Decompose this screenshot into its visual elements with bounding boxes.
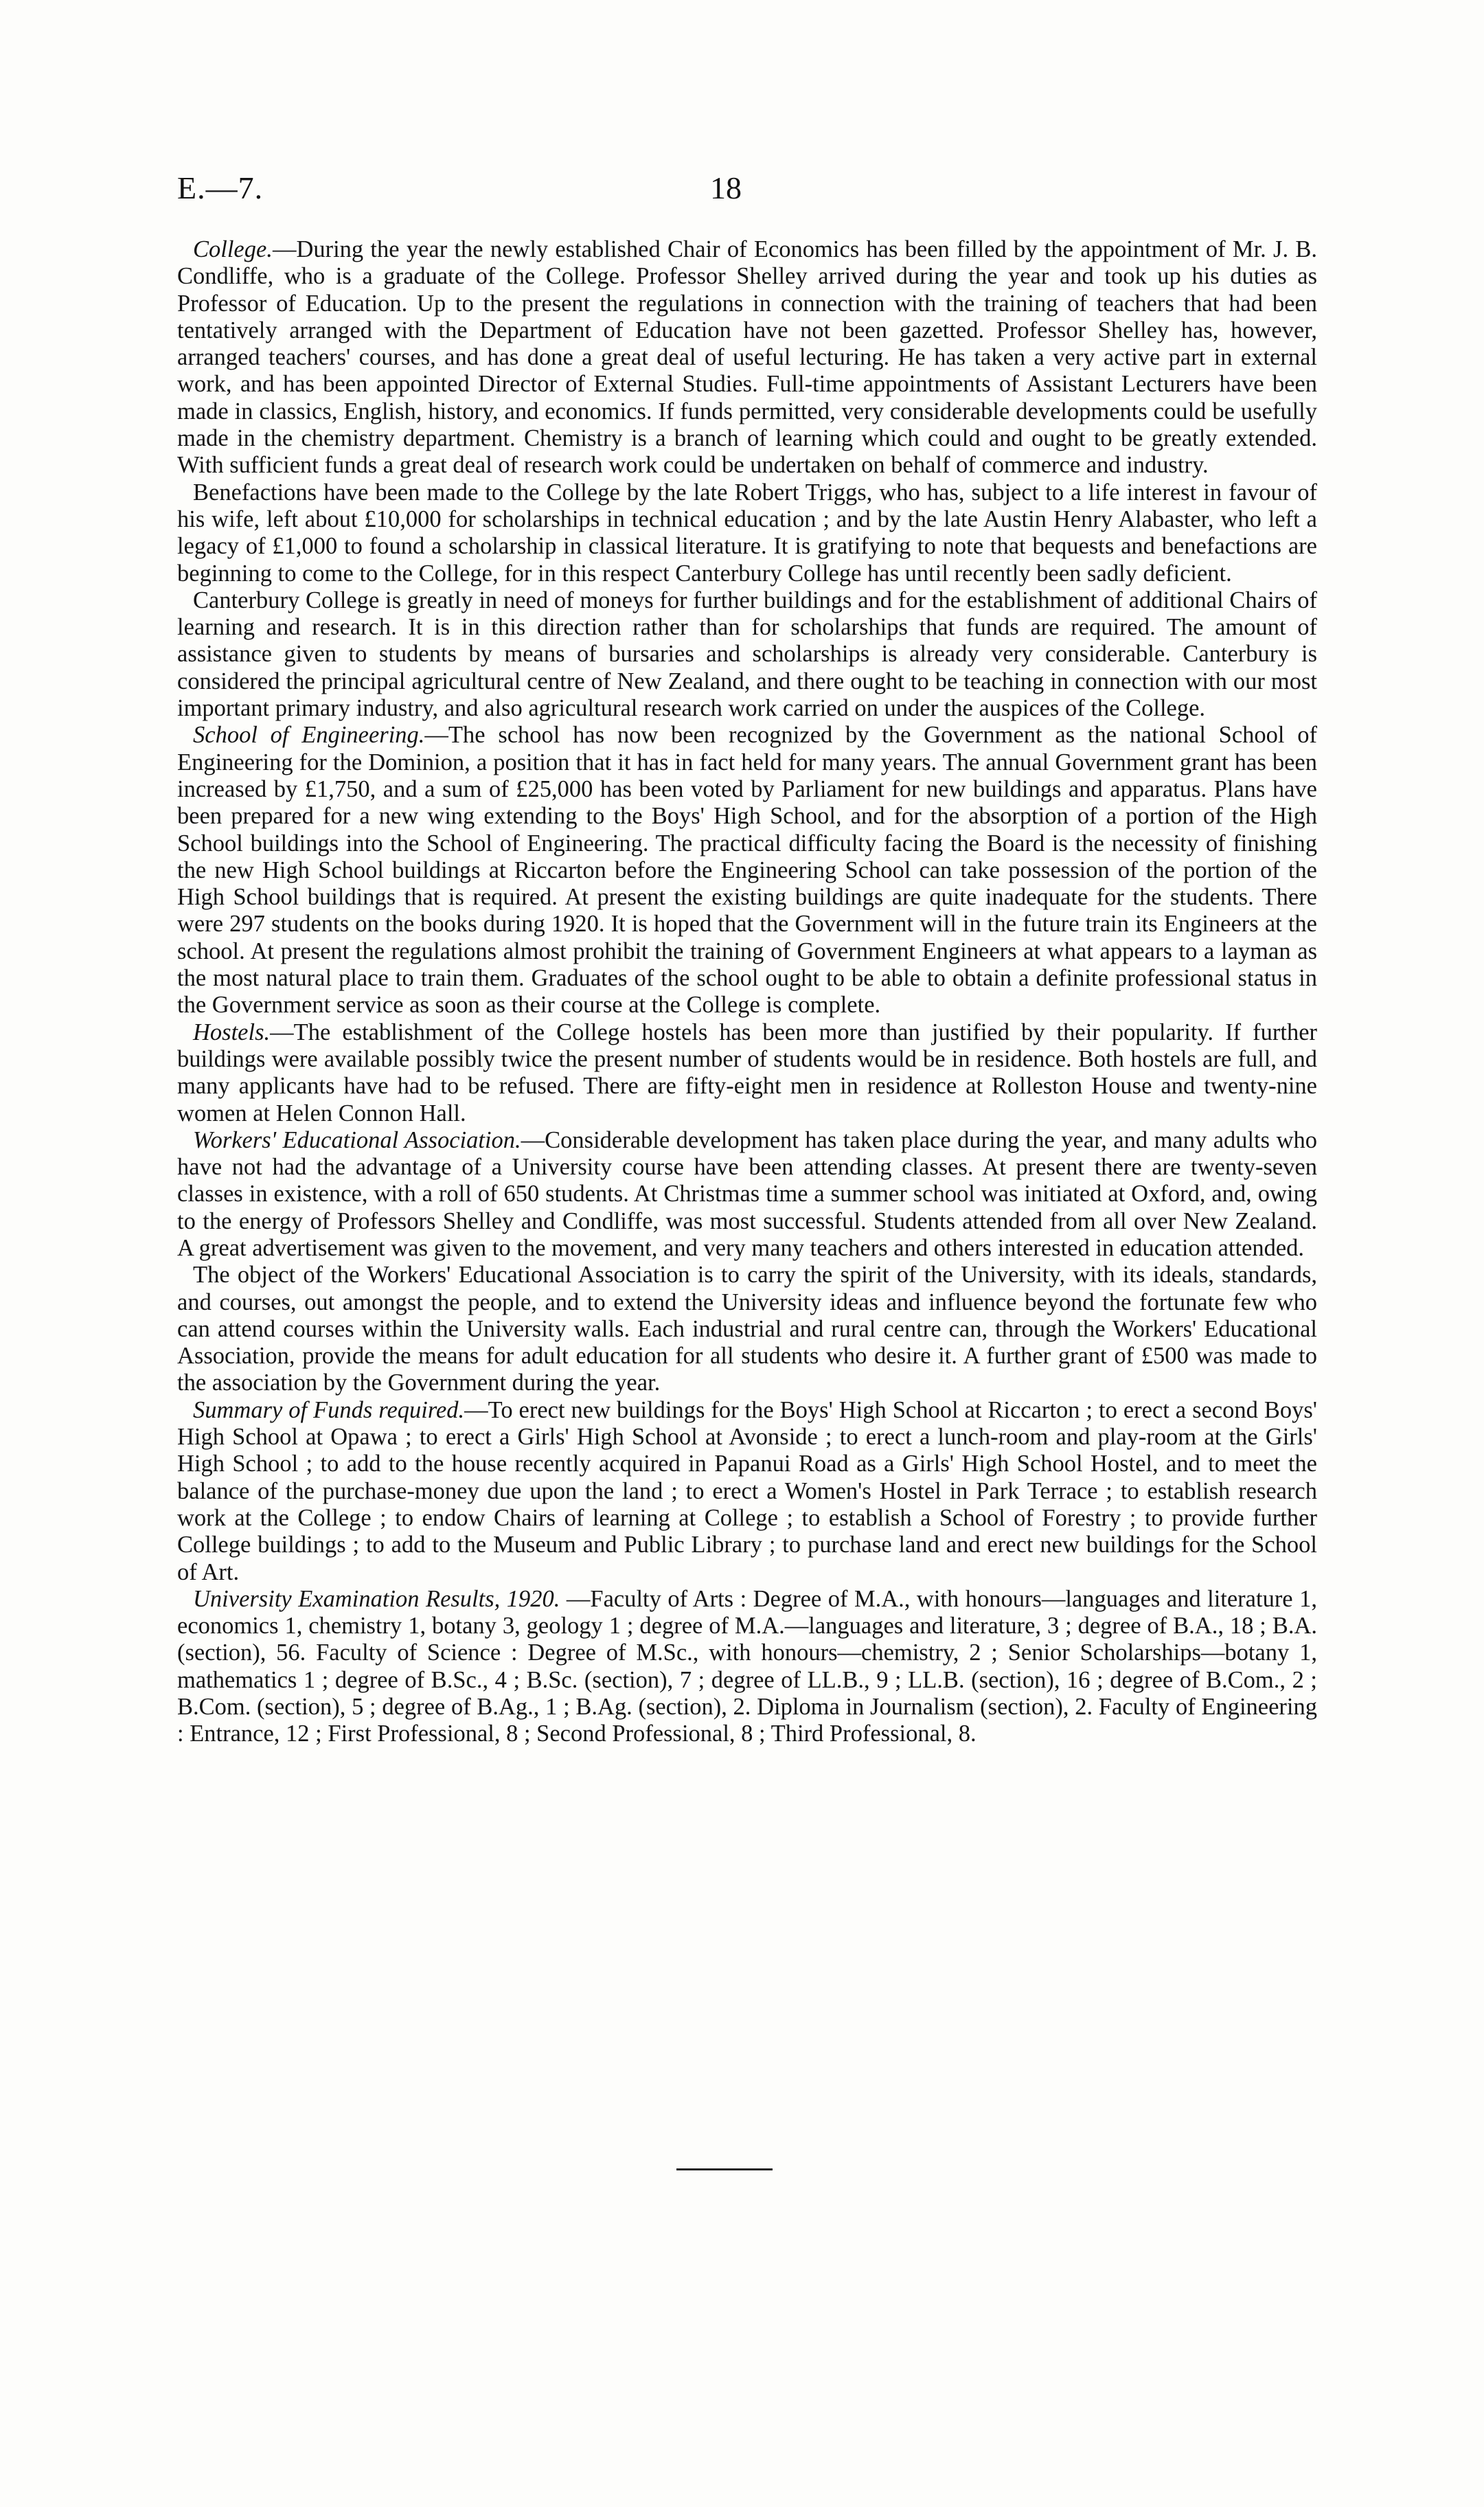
paragraph-text: The object of the Workers' Educational Association is to carry the spirit of the University, with its ideals, standards, and courses, out amongst the people, and to extend the University ideas and influence beyond the fortunate few who can attend courses within the University walls. Each industrial and rural centre can, through the Workers' Educational Association, provide the means for adult education for all students who desire it. A further grant of £500 was made to the association by the Government during the year. <box>177 1262 1317 1396</box>
body-text <box>177 236 1317 1748</box>
paragraph-heading: Summary of Funds required. <box>193 1396 465 1423</box>
paragraph-text: —During the year the newly established Chair of Economics has been filled by the appointment of Mr. J. B. Condliffe, who is a graduate of the College. Professor Shelley arrived during the year and took up his duties as Professor of Education. Up to the present the regulations in connection with the training of teachers that had been tentatively arranged with the Department of Education have not been gazetted. Professor Shelley has, however, arranged teachers' courses, and has done a great deal of useful lecturing. He has taken a very active part in external work, and has been appointed Director of External Studies. Full-time appointments of Assistant Lecturers have been made in classics, English, history, and economics. If funds permitted, very considerable developments could be usefully made in the chemistry department. Chemistry is a branch of learning which could and ought to be greatly extended. With sufficient funds a great deal of research work could be undertaken on behalf of commerce and industry. <box>177 236 1317 479</box>
paragraph-heading: University Examination Results, 1920. <box>193 1585 560 1612</box>
closing-rule <box>676 2168 773 2170</box>
page-number: 18 <box>710 170 742 205</box>
paragraph-heading: College. <box>193 236 273 262</box>
paragraph-exam-results <box>177 1586 1317 1748</box>
paragraph-wea-object <box>177 1262 1317 1396</box>
paragraph-heading: Workers' Educational Association. <box>193 1126 521 1153</box>
paragraph-text: —To erect new buildings for the Boys' High School at Riccarton ; to erect a second Boys' High School at Opawa ; to erect a Girls' High School at Avonside ; to erect a lunch-room and play-room at the Girls' High School ; to add to the house recently acquired in Papanui Road as a Girls' High School Hostel, and to meet the balance of the purchase-money due upon the land ; to erect a Women's Hostel in Park Terrace ; to establish research work at the College ; to endow Chairs of learning at College ; to establish a School of Forestry ; to provide further College buildings ; to add to the Museum and Public Library ; to purchase land and erect new buildings for the School of Art. <box>177 1396 1317 1585</box>
paragraph-heading: Hostels. <box>193 1019 271 1045</box>
paragraph-text: Benefactions have been made to the College by the late Robert Triggs, who has, subject to a life interest in favour of his wife, left about £10,000 for scholarships in technical education ; and by the late Austin Henry Alabaster, who left a legacy of £1,000 to found a scholarship in classical literature. It is gratifying to note that bequests and benefactions are beginning to come to the College, for in this respect Canterbury College has until recently been sadly deficient. <box>177 479 1317 587</box>
paragraph-wea <box>177 1127 1317 1262</box>
paragraph-text: —Faculty of Arts : Degree of M.A., with honours—languages and literature 1, economics 1, chemistry 1, botany 3, geology 1 ; degree of M.A.—languages and literature, 3 ; degree of B.A., 18 ; B.A. (section), 56. Faculty of Science : Degree of M.Sc., with honours—chemistry, 2 ; Senior Scholarships—botany 1, mathematics 1 ; degree of B.Sc., 4 ; B.Sc. (section), 7 ; degree of LL.B., 9 ; LL.B. (section), 16 ; degree of B.Com., 2 ; B.Com. (section), 5 ; degree of B.Ag., 1 ; B.Ag. (section), 2. Diploma in Journalism (section), 2. Faculty of Engineering : Entrance, 12 ; First Professional, 8 ; Second Professional, 8 ; Third Professional, 8. <box>177 1585 1317 1747</box>
paragraph-heading: School of Engineering. <box>193 722 425 749</box>
paragraph-text: —Considerable development has taken place during the year, and many adults who have not had the advantage of a University course have been attending classes. At present there are twenty-seven classes in existence, with a roll of 650 students. At Christmas time a summer school was initiated at Oxford, and, owing to the energy of Professors Shelley and Condliffe, was most successful. Students attended from all over New Zealand. A great advertisement was given to the movement, and very many teachers and others interested in education attended. <box>177 1126 1317 1261</box>
paragraph-engineering <box>177 722 1317 1019</box>
paragraph-needs <box>177 587 1317 722</box>
paragraph-text: —The school has now been recognized by the Government as the national School of Engineering for the Dominion, a position that it has in fact held for many years. The annual Government grant has been increased by £1,750, and a sum of £25,000 has been voted by Parliament for new buildings and apparatus. Plans have been prepared for a new wing extending to the Boys' High School, and for the absorption of a portion of the High School buildings into the School of Engineering. The practical difficulty facing the Board is the necessity of finishing the new High School buildings at Riccarton before the Engineering School can take possession of the portion of the High School buildings that is required. At present the existing buildings are quite inadequate for the students. There were 297 students on the books during 1920. It is hoped that the Government will in the future train its Engineers at the school. At present the regulations almost prohibit the training of Government Engineers at what appears to a layman as the most natural place to train them. Graduates of the school ought to be able to obtain a definite professional status in the Government service as soon as their course at the College is complete. <box>177 722 1317 1019</box>
paragraph-text: Canterbury College is greatly in need of moneys for further buildings and for the establishment of additional Chairs of learning and research. It is in this direction rather than for scholarships that funds are required. The amount of assistance given to students by means of bursaries and scholarships is already very considerable. Canterbury is considered the principal agricultural centre of New Zealand, and there ought to be teaching in connection with our most important primary industry, and also agricultural research work carried on under the auspices of the College. <box>177 587 1317 722</box>
paragraph-benefactions <box>177 479 1317 587</box>
document-reference: E.—7. <box>177 170 264 205</box>
paragraph-hostels <box>177 1019 1317 1127</box>
paragraph-college <box>177 236 1317 479</box>
paragraph-funds <box>177 1397 1317 1586</box>
paragraph-text: —The establishment of the College hostels has been more than justified by their popularity. If further buildings were available possibly twice the present number of students would be in residence. Both hostels are full, and many applicants have had to be refused. There are fifty-eight men in residence at Rolleston House and twenty-nine women at Helen Connon Hall. <box>177 1019 1317 1126</box>
